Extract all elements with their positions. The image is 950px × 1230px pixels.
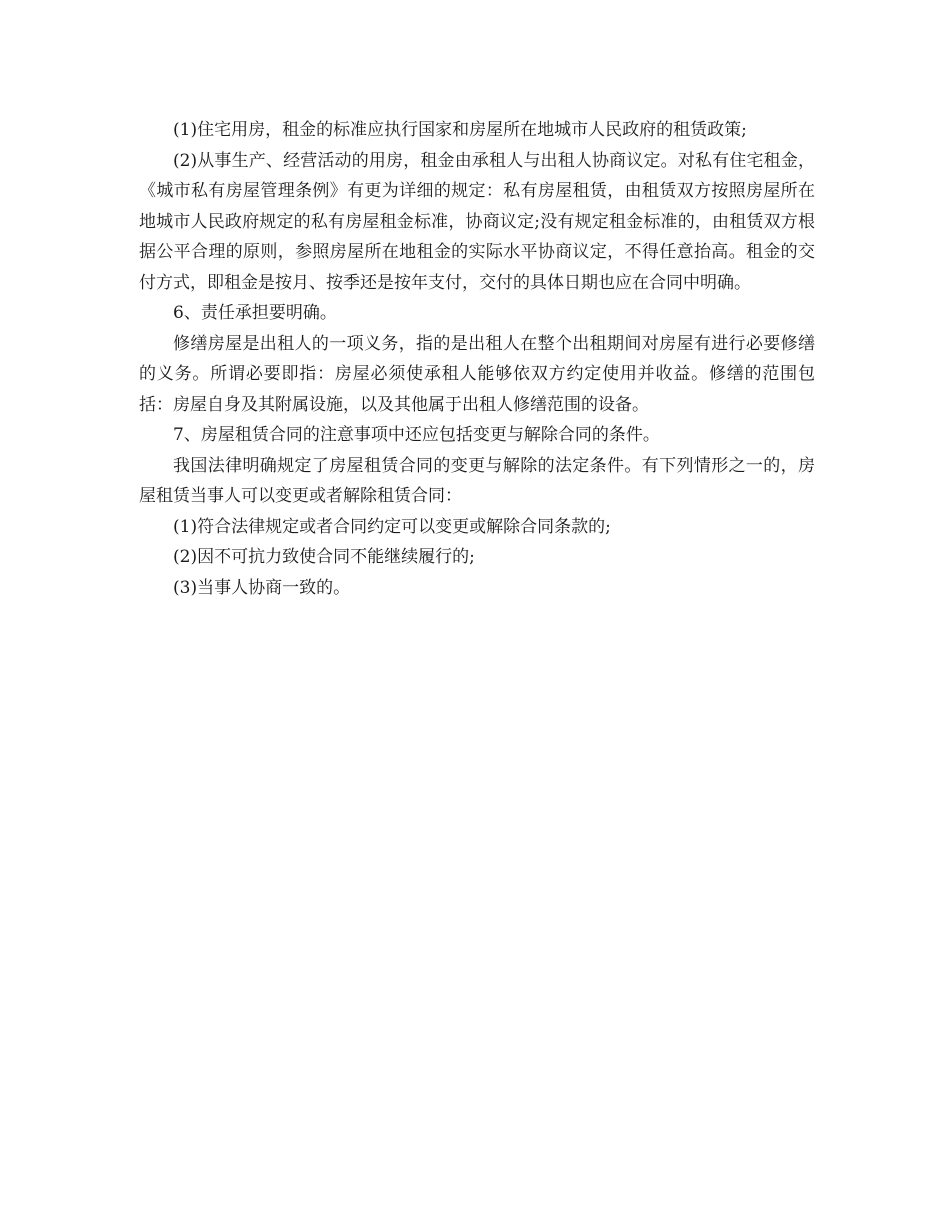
list-item-condition-3: (3)当事人协商一致的。 [173, 577, 351, 598]
list-item-condition-1: (1)符合法律规定或者合同约定可以变更或解除合同条款的; [173, 516, 611, 537]
paragraph-rent-residential: (1)住宅用房，租金的标准应执行国家和房屋所在地城市人民政府的租赁政策; [173, 120, 747, 140]
list-item-condition-2: (2)因不可抗力致使合同不能继续履行的; [173, 547, 475, 567]
document-body [139, 115, 815, 603]
paragraph-legal-conditions: 我国法律明确规定了房屋租赁合同的变更与解除的法定条件。有下列情形之一的，房屋租赁当事人可以变更或者解除租赁合同： [139, 455, 815, 506]
paragraph-repair-duty: 修缮房屋是出租人的一项义务，指的是出租人在整个出租期间对房屋有进行必要修缮的义务。所谓必要即指：房屋必须使承租人能够依双方约定使用并收益。修缮的范围包括：房屋自身及其附属设施，以及其他属于出租人修缮范围的设备。 [139, 333, 815, 415]
paragraph-rent-commercial: (2)从事生产、经营活动的用房，租金由承租人与出租人协商议定。对私有住宅租金，《城市私有房屋管理条例》有更为详细的规定：私有房屋租赁，由租赁双方按照房屋所在地城市人民政府规定的私有房屋租金标准，协商议定;没有规定租金标准的，由租赁双方根据公平合理的原则，参照房屋所在地租金的实际水平协商议定，不得任意抬高。租金的交付方式，即租金是按月、按季还是按年支付，交付的具体日期也应在合同中明确。 [139, 150, 815, 293]
heading-liability: 6、责任承担要明确。 [173, 303, 337, 323]
heading-change-termination: 7、房屋租赁合同的注意事项中还应包括变更与解除合同的条件。 [173, 425, 660, 445]
